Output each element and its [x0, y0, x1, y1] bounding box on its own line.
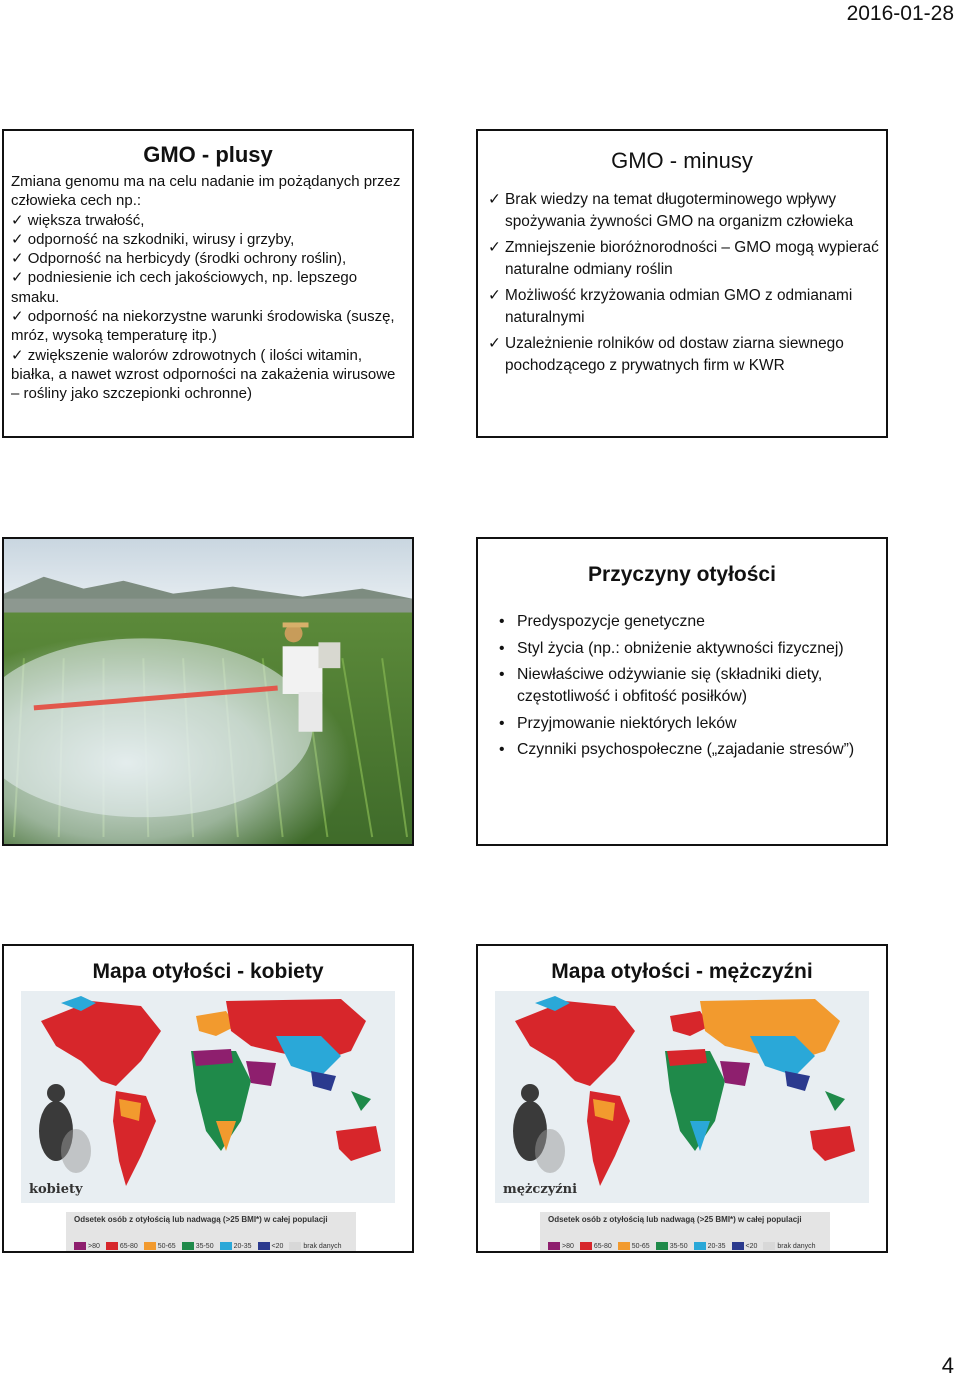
list-item: • Niewłaściwe odżywianie się (składniki diety, częstotliwość i obfitość posiłków): [499, 666, 823, 706]
list-item: • Predyspozycje genetyczne: [478, 611, 880, 633]
list-item: ✓ Odporność na herbicydy (środki ochrony roślin),: [11, 249, 406, 268]
list-item: ✓ Uzależnienie rolników od dostaw ziarna siewnego pochodzącego z prywatnych firm w KWR: [488, 335, 844, 374]
map-legend: [66, 1212, 356, 1253]
list-item: • Przyjmowanie niektórych leków: [478, 713, 880, 735]
bullet-icon: •: [499, 714, 505, 732]
list-item: ✓ odporność na niekorzystne warunki środowiska (suszę, mróz, wysoką temperaturę itp.): [11, 307, 406, 346]
legend-swatch: [258, 1242, 270, 1250]
list-item: ✓ większa trwałość,: [11, 211, 406, 230]
slide-title: Mapa otyłości - mężczyźni: [551, 960, 813, 983]
slide-gmo-minusy: [476, 129, 888, 438]
legend-item: <20: [258, 1242, 284, 1250]
list-item: ✓ Brak wiedzy na temat długoterminowego wpływy spożywania żywności GMO na organizm człowieka: [488, 191, 854, 230]
bullet-icon: •: [499, 666, 505, 684]
world-map-men: [495, 991, 869, 1203]
legend-item: brak danych: [763, 1242, 815, 1250]
legend-swatch: [763, 1242, 775, 1250]
slide-title: Mapa otyłości - kobiety: [92, 960, 324, 983]
check-icon: ✓: [488, 191, 501, 208]
legend-swatch: [656, 1242, 668, 1250]
map-legend: [540, 1212, 830, 1253]
world-map-graphic: [21, 991, 395, 1203]
bullet-icon: •: [499, 613, 505, 630]
legend-item: >80: [74, 1242, 100, 1250]
page-number: 4: [941, 1353, 954, 1378]
intro-text: Zmiana genomu ma na celu nadanie im pożądanych przez człowieka cech np.:: [11, 173, 401, 210]
legend-swatch: [182, 1242, 194, 1250]
slide-title: GMO - plusy: [143, 142, 273, 167]
legend-swatch: [548, 1242, 560, 1250]
check-icon: ✓: [488, 239, 501, 256]
slide-body: [11, 172, 406, 404]
legend-item: 20-35: [220, 1242, 252, 1250]
legend-item: 50-65: [618, 1242, 650, 1250]
legend-item: >80: [548, 1242, 574, 1250]
legend-swatch: [144, 1242, 156, 1250]
slide-przyczyny: [476, 537, 888, 846]
legend-swatch: [220, 1242, 232, 1250]
legend-item: 65-80: [580, 1242, 612, 1250]
legend-swatch: [694, 1242, 706, 1250]
legend-item: 65-80: [106, 1242, 138, 1250]
crop-spraying-photo: [4, 539, 412, 844]
map-label: kobiety: [29, 1182, 83, 1197]
slide-mapa-mezczyzni: [476, 944, 888, 1253]
legend-swatch: [580, 1242, 592, 1250]
legend-swatch: [732, 1242, 744, 1250]
legend-item: 20-35: [694, 1242, 726, 1250]
causes-list: [478, 611, 880, 766]
legend-item: 35-50: [656, 1242, 688, 1250]
slide-photo-spraying: [2, 537, 414, 846]
check-icon: ✓: [488, 287, 501, 304]
legend-item: brak danych: [289, 1242, 341, 1250]
list-item: • Czynniki psychospołeczne („zajadanie stresów”): [478, 739, 880, 761]
legend-items: [74, 1242, 342, 1250]
legend-title: Odsetek osób z otyłością lub nadwagą (>25 BMI*) w całej populacji: [74, 1215, 328, 1224]
world-map-women: [21, 991, 395, 1203]
legend-swatch: [106, 1242, 118, 1250]
list-item: ✓ Zmniejszenie bioróżnorodności – GMO mogą wypierać naturalne odmiany roślin: [488, 239, 879, 278]
legend-items: [548, 1242, 816, 1250]
slide-title: Przyczyny otyłości: [588, 563, 776, 586]
list-item: ✓ zwiększenie walorów zdrowotnych ( ilości witamin, białka, a nawet wzrost odporności na zakażenia wirusowe – rośliny jako szczepionki ochronne): [11, 346, 406, 404]
legend-title: Odsetek osób z otyłością lub nadwagą (>25 BMI*) w całej populacji: [548, 1215, 802, 1224]
legend-swatch: [618, 1242, 630, 1250]
bullet-icon: •: [499, 639, 505, 657]
legend-item: 35-50: [182, 1242, 214, 1250]
list-item: ✓ podniesienie ich cech jakościowych, np. lepszego smaku.: [11, 268, 406, 307]
world-map-graphic: [495, 991, 869, 1203]
slide-title: GMO - minusy: [611, 148, 753, 173]
legend-swatch: [289, 1242, 301, 1250]
slide-gmo-plusy: [2, 129, 414, 438]
legend-item: <20: [732, 1242, 758, 1250]
legend-item: 50-65: [144, 1242, 176, 1250]
slide-mapa-kobiety: [2, 944, 414, 1253]
bullet-icon: •: [499, 741, 505, 759]
legend-swatch: [74, 1242, 86, 1250]
list-item: ✓ odporność na szkodniki, wirusy i grzyby,: [11, 230, 406, 249]
check-icon: ✓: [488, 335, 501, 352]
list-item: ✓ Możliwość krzyżowania odmian GMO z odmianami naturalnymi: [488, 287, 853, 326]
list-item: • Styl życia (np.: obniżenie aktywności fizycznej): [478, 638, 880, 660]
map-label: mężczyźni: [503, 1182, 578, 1197]
date-header: 2016-01-28: [846, 2, 954, 25]
minus-list: [478, 189, 880, 381]
